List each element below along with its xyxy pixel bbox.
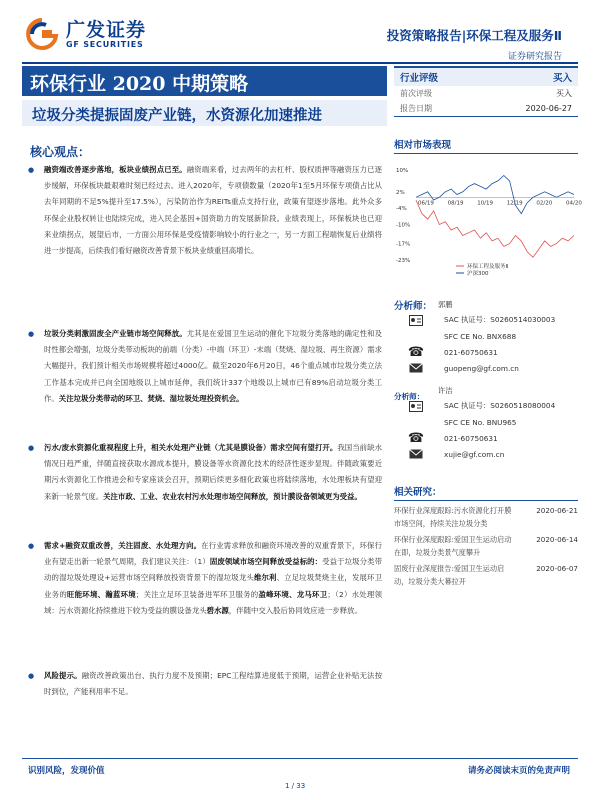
prev-rating-row	[394, 86, 578, 101]
para-lead: 需求+融资双重改善，关注固废、水处理方向。	[44, 541, 202, 550]
para-text: ，伴随中交入股后协同效应进一步释放。	[228, 605, 362, 615]
analyst-sac: SAC 执证号：S0260514030003	[444, 315, 556, 324]
report-category: 投资策略报告|环保工程及服务Ⅱ	[386, 28, 562, 43]
y-tick-label: -23%	[396, 258, 411, 264]
relative-performance-chart	[394, 160, 582, 280]
email-icon	[406, 447, 426, 461]
header-divider	[22, 62, 578, 64]
analysts-title: 分析师：	[394, 301, 433, 312]
analyst-sac: SAC 执证号：S0260518080004	[444, 401, 556, 410]
core-views-body	[28, 162, 382, 700]
y-tick-label: -4%	[396, 206, 407, 213]
email-icon	[406, 361, 426, 375]
analysts-title-2: 分析师：	[394, 392, 425, 401]
core-views-heading: 核心观点：	[30, 145, 91, 159]
rating-panel	[394, 66, 578, 117]
performance-chart-svg	[394, 160, 582, 280]
related-item[interactable]	[394, 533, 578, 559]
x-tick-label: 12/19	[506, 200, 523, 207]
stock-name: 碧水源	[206, 605, 229, 615]
para-text: 融资改善政策出台、执行力度不及预期；EPC工程结算进度低于预期，运营企业补贴无法按时到位，产能利用率不足。	[44, 671, 382, 697]
para-highlight: 关注垃圾分类带动的环卫、焚烧、湿垃圾处理投资机会。	[58, 393, 244, 403]
x-tick-label: 10/19	[477, 200, 494, 207]
related-title: 相关研究：	[394, 484, 578, 501]
para-highlight: 固废领域市场空间释放受益标的：	[209, 557, 323, 567]
gf-logo	[22, 18, 146, 50]
series-line	[416, 200, 574, 257]
legend-label: 沪深300	[467, 271, 489, 277]
phone-icon: ☎	[407, 430, 425, 446]
x-tick-label: 06/19	[418, 200, 434, 207]
para-lead: 垃圾分类刺激固废全产业链市场空间释放。	[44, 329, 187, 338]
report-header	[0, 0, 600, 62]
para-text: 我国当前缺水情况日趋严重，伴随直接获取水源成本提升，膜设备等水资源化技术的经济性逐步显现。伴随政策要近期污水资源化工作推进会和专家座谈会召开，预期后续更多细化政策也将陆续落地，水处理板块有望迎来新一轮景气度。	[44, 443, 382, 501]
analyst-email[interactable]: guopeng@gf.com.cn	[444, 363, 519, 373]
chart-section-title: 相对市场表现	[394, 137, 578, 154]
related-item-date: 2020-06-14	[536, 535, 578, 544]
para-text: 、立足垃圾焚烧主业，发展环卫业务的	[44, 573, 382, 599]
report-title: 环保行业 2020 中期策略	[22, 66, 387, 96]
rating-value: 买入	[552, 73, 572, 84]
related-item[interactable]	[394, 504, 578, 530]
paragraph-waste-sorting	[28, 326, 382, 440]
related-item-title[interactable]: 环保行业深度跟踪:污水资源化打开膜市场空间，持续关注垃圾分类	[394, 506, 512, 528]
legend-label: 环保工程及服务Ⅱ	[467, 264, 509, 270]
x-tick-label: 02/20	[536, 200, 553, 207]
report-subtitle: 垃圾分类提振固废产业链，水资源化加速推进	[22, 100, 387, 126]
logo-text-en: GF SECURITIES	[66, 39, 144, 49]
stock-name: 旺能环境、瀚蓝环境	[66, 589, 136, 599]
related-item-title[interactable]: 环保行业深度跟踪:爱国卫生运动启动在即，垃圾分类景气度攀升	[394, 535, 512, 557]
prev-rating-value: 买入	[556, 89, 572, 98]
para-text: 在行业需求释放和融资环境改善的双重背景下，环保行业有望走出新一轮景气周期，我们建议关注：（1）	[44, 541, 382, 567]
stock-name: 维尔利	[253, 573, 277, 583]
para-lead: 融资端改善逐步落地，板块业绩拐点已至。	[44, 165, 187, 174]
footer-divider	[22, 758, 578, 759]
analyst-sfc: SFC CE No. BNX688	[444, 331, 517, 341]
logo-text-cn: 广发证券	[66, 18, 147, 41]
analyst-name: 许洁	[438, 386, 453, 395]
related-item[interactable]	[394, 562, 578, 588]
footer-disclaimer: 请务必阅读末页的免责声明	[467, 766, 570, 776]
x-tick-label: 08/19	[447, 200, 464, 207]
para-text: 尤其是在爱国卫生运动的催化下垃圾分类落地的确定性和及时性都会增强，垃圾分类带动板块的前端（分类）-中端（环卫）-末端（焚烧、湿垃圾、再生资源）需求大幅提升，我们预计相关市场规模将超过4000亿。截至2020年6月20日，46个重点城市垃圾分类立法工作基本完成并已向全国地级以上城市延伸，我们统计337个地级以上城市已有89%启动垃圾分类工作。	[44, 329, 382, 403]
report-date-value: 2020-06-27	[525, 104, 572, 113]
page-number: 1 / 33	[285, 782, 306, 790]
related-research	[394, 484, 578, 588]
y-tick-label: -17%	[396, 241, 411, 248]
para-lead: 风险提示。	[44, 671, 82, 680]
para-text: 融资端来看，过去两年的去杠杆、股权质押等融资压力已逐步缓解，环保板块最艰难时刻已经过去。进入2020年，专项债数量（2020年1至5月环保专项债占比从去年同期的不足5%提升至17.5%），污染防治作为REITs重点支持行业，政策有望逐步落地。此外众多环保企业股权转让也陆续完成，进入民企基因+国资助力的发展新阶段。业绩表现上，环保板块也已迎来业绩拐点，展望后市，一方面公用环保是受疫情影响较小的行业之一，另一方面工程端恢复后业绩将进一步提高，后续我们看好融资改善背景下板块业绩重回高增长。	[44, 165, 382, 256]
analyst-phone: 021-60750631	[444, 347, 498, 357]
para-lead: 污水/废水资源化重视程度上升，相关水处理产业链（尤其是膜设备）需求空间有望打开。	[44, 443, 338, 452]
footer-slogan: 识别风险，发现价值	[28, 766, 105, 776]
paragraph-water	[28, 440, 382, 538]
report-type: 证券研究报告	[507, 52, 562, 62]
para-highlight: 关注市政、工业、农业农村污水处理市场空间释放，预计膜设备领域更为受益。	[103, 491, 362, 501]
id-card-icon	[406, 313, 426, 327]
x-tick-label: 04/20	[566, 200, 582, 207]
para-text: ；（2）水处理领域：污水资源化持续推进下较为受益的膜设备龙头	[44, 589, 382, 615]
paragraph-risk	[28, 668, 382, 700]
para-text: ；关注立足环卫装备进军环卫服务的	[135, 589, 259, 599]
stock-name: 盈峰环境、龙马环卫	[258, 589, 328, 599]
y-tick-label: 2%	[396, 189, 405, 196]
analyst-name: 郭鹏	[438, 300, 453, 309]
related-item-date: 2020-06-21	[536, 506, 578, 515]
rating-label: 行业评级	[400, 73, 439, 84]
paragraph-financing	[28, 162, 382, 326]
report-date-label: 报告日期	[400, 104, 432, 113]
para-text: 受益于垃圾分类带动的湿垃圾处理设+运营市场空间释放投资背景下的湿垃圾龙头	[44, 557, 382, 583]
paragraph-recommendation	[28, 538, 382, 668]
analyst-card	[394, 298, 578, 376]
analyst-email[interactable]: xujie@gf.com.cn	[444, 449, 505, 459]
analyst-phone: 021-60750631	[444, 433, 498, 443]
gf-logo-icon	[22, 18, 62, 50]
report-date-row	[394, 101, 578, 116]
related-item-date: 2020-06-07	[536, 564, 578, 573]
y-tick-label: -10%	[396, 222, 411, 229]
phone-icon: ☎	[407, 344, 425, 360]
y-tick-label: 10%	[396, 168, 409, 174]
analyst-sfc: SFC CE No. BNU965	[444, 417, 517, 427]
series-line	[416, 176, 574, 214]
related-item-title[interactable]: 固废行业深度报告:爱国卫生运动启动，垃圾分类大幕拉开	[394, 564, 505, 586]
industry-rating-row	[394, 68, 578, 86]
prev-rating-label: 前次评级	[400, 89, 432, 98]
